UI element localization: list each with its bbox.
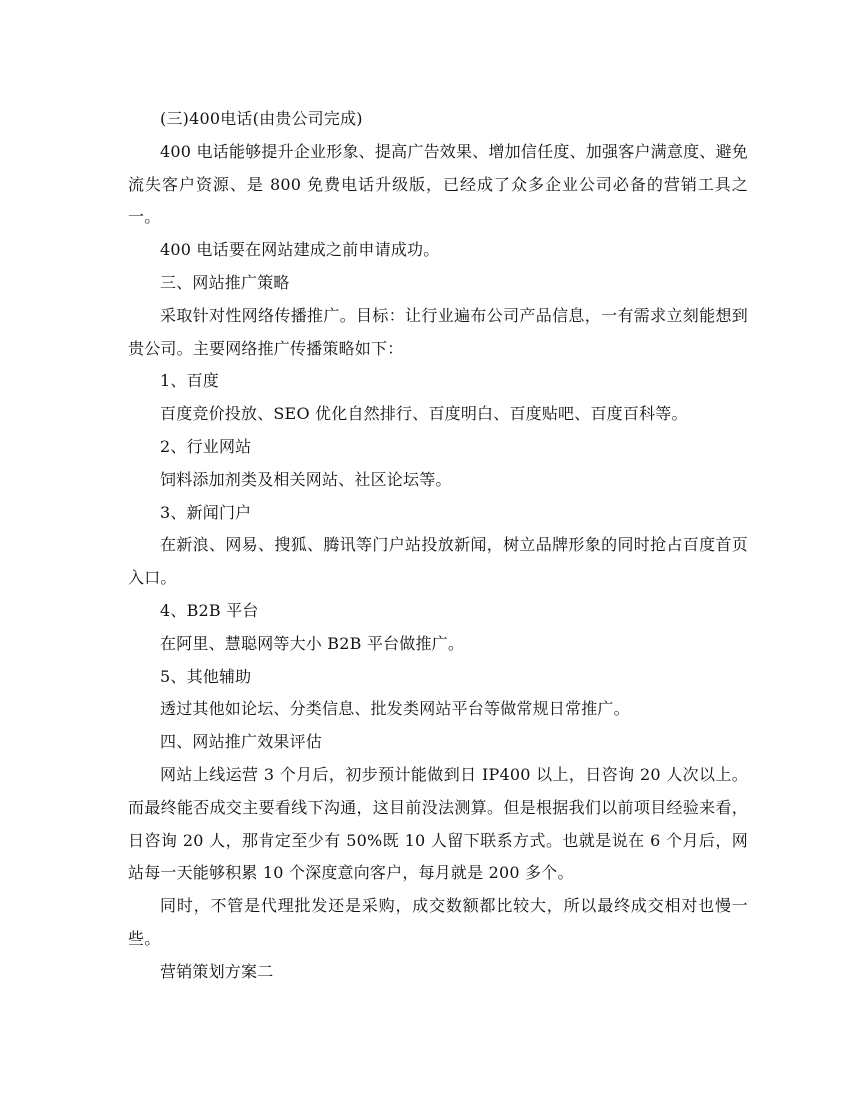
section-heading-evaluation: 四、网站推广效果评估 xyxy=(160,732,323,752)
paragraph-other: 透过其他如论坛、分类信息、批发类网站平台等做常规日常推广。 xyxy=(160,699,630,719)
paragraph-400-phone-timing: 400 电话要在网站建成之前申请成功。 xyxy=(160,240,440,260)
paragraph-news-portals: 在新浪、网易、搜狐、腾讯等门户站投放新闻，树立品牌形象的同时抢占百度首页入口。 xyxy=(128,535,748,588)
paragraph-b2b: 在阿里、慧聪网等大小 B2B 平台做推广。 xyxy=(160,633,465,653)
section-heading-promotion-strategy: 三、网站推广策略 xyxy=(160,272,290,292)
list-heading-baidu: 1、百度 xyxy=(160,371,219,391)
list-heading-industry-sites: 2、行业网站 xyxy=(160,436,252,456)
section-heading-400-phone: (三)400电话(由贵公司完成) xyxy=(160,109,363,128)
document-body xyxy=(128,103,748,989)
paragraph-conclusion: 同时，不管是代理批发还是采购，成交数额都比较大，所以最终成交相对也慢一些。 xyxy=(128,896,748,948)
paragraph-evaluation: 网站上线运营 3 个月后，初步预计能做到日 IP400 以上，日咨询 20 人次以上。而最终能否成交主要看线下沟通，这目前没法测算。但是根据我们以前项目经验来看，日咨询 20 人，那肯定至少有 50%既 10 人留下联系方式。也就是说在 6 个月后，网站每一天能够积累 10 个深度意向客户，每月就是 200 多个。 xyxy=(128,764,748,883)
paragraph-baidu: 百度竞价投放、SEO 优化自然排行、百度明白、百度贴吧、百度百科等。 xyxy=(160,404,688,424)
section-heading-plan-two: 营销策划方案二 xyxy=(160,961,274,981)
list-heading-other: 5、其他辅助 xyxy=(160,666,252,686)
paragraph-promotion-goal: 采取针对性网络传播推广。目标：让行业遍布公司产品信息，一有需求立刻能想到贵公司。主要网络推广传播策略如下： xyxy=(128,305,748,358)
paragraph-400-phone-benefits: 400 电话能够提升企业形象、提高广告效果、增加信任度、加强客户满意度、避免流失客户资源、是 800 免费电话升级版，已经成了众多企业公司必备的营销工具之一。 xyxy=(128,141,748,227)
paragraph-industry-sites: 饲料添加剂类及相关网站、社区论坛等。 xyxy=(160,469,452,489)
list-heading-b2b: 4、B2B 平台 xyxy=(160,600,259,620)
list-heading-news-portals: 3、新闻门户 xyxy=(160,502,252,522)
